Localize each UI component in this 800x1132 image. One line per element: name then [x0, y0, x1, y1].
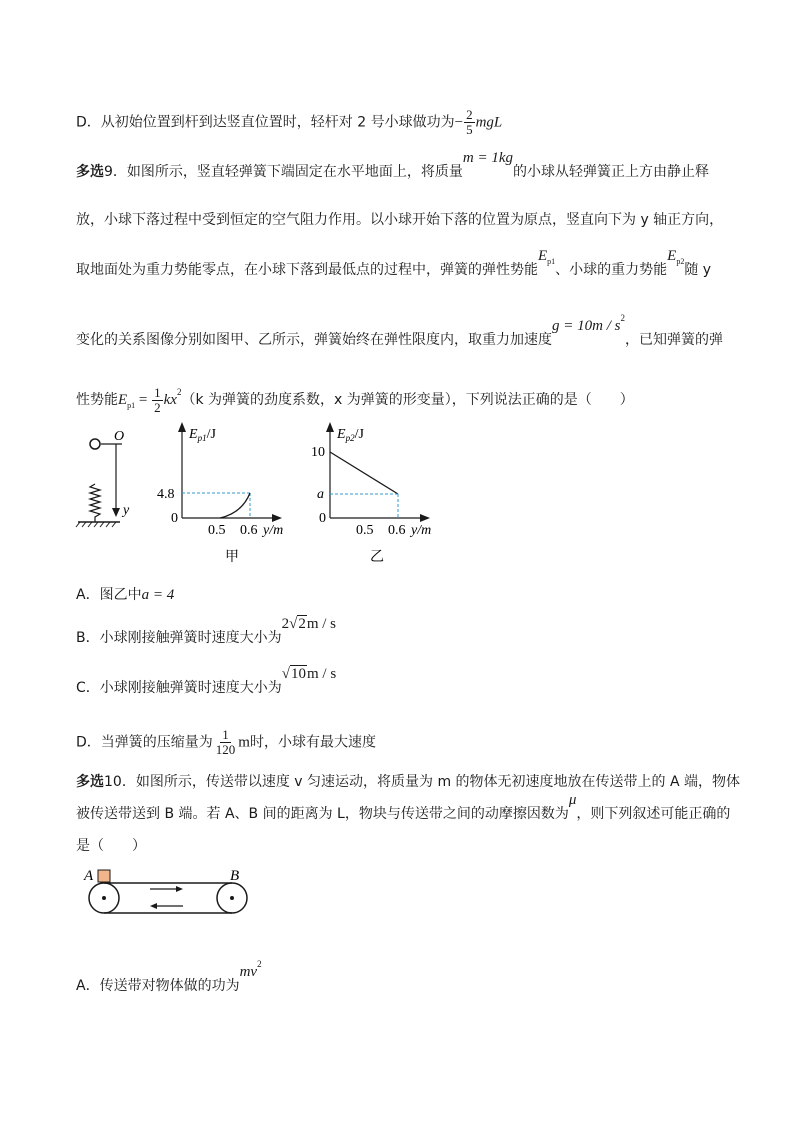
yi-ytick-top: 10	[311, 445, 325, 460]
q9-line3: 取地面处为重力势能零点，在小球下落到最低点的过程中，弹簧的弹性势能$E_{p1}$、小球的重力势能$E_{p2}$随 y	[76, 248, 712, 278]
q9-line5: 性势能$E_{p1}$ = $\frac{1}{2}$ $kx^2(k$ 为弹簧的劲度系数，x 为弹簧的形变量），下列说法正确的是（ ）	[76, 384, 634, 415]
q9-line1: 多选9．如图所示，竖直轻弹簧下端固定在水平地面上，将质量m = 1kg的小球从轻弹簧正上方由静止释	[76, 150, 710, 180]
q10-line2: 被传送带送到 B 端。若 A、B 间的距离为 L，物块与传送带之间的动摩擦因数为μ，则下列叙述可能正确的	[76, 792, 731, 822]
q9-option-b: B．小球刚接触弹簧时速度大小为2√2m / s	[76, 616, 337, 646]
yi-zero: 0	[319, 511, 326, 526]
y-label: y	[123, 503, 130, 518]
q9-option-a: A．图乙中a = 4	[76, 587, 175, 603]
q10-line1: 多选10．如图所示，传送带以速度 v 匀速运动，将质量为 m 的物体无初速度地放在传送带上的 A 端，物体	[76, 774, 741, 790]
graph-yi	[311, 422, 431, 565]
yi-x1: 0.5	[356, 523, 374, 538]
jia-ylabel: $E_{p1}/J$	[189, 427, 216, 443]
yi-x2: 0.6	[388, 523, 406, 538]
jia-ytick: 4.8	[157, 487, 175, 502]
jia-caption: 甲	[225, 550, 239, 565]
fraction-half: $\frac{1}{2}$	[154, 384, 161, 415]
spring-icon	[90, 484, 100, 522]
jia-x1: 0.5	[208, 523, 226, 538]
q10-option-a: A．传送带对物体做的功为$mv^2$	[76, 959, 262, 994]
label-a: A	[84, 868, 94, 884]
graph-jia	[157, 422, 283, 565]
q10-line3: 是（ ）	[76, 838, 146, 854]
yi-caption: 乙	[370, 550, 384, 565]
q9-option-d: D．当弹簧的压缩量为 $\frac{1}{120}$ m时，小球有最大速度	[76, 727, 376, 757]
q9-line2: 放，小球下落过程中受到恒定的空气阻力作用。以小球开始下落的位置为原点，竖直向下为 y 轴正方向，	[76, 212, 724, 228]
fraction: $\frac{1}{120}$	[215, 727, 236, 757]
fraction: $\frac{2}{5}$	[466, 107, 473, 137]
yi-ylabel: $E_{p2}/J$	[337, 427, 364, 443]
label-b: B	[230, 868, 240, 884]
conveyor-figure	[80, 862, 270, 922]
q9-figure	[70, 418, 470, 568]
jia-x2: 0.6	[240, 523, 258, 538]
block	[98, 870, 110, 882]
q9-line4: 变化的关系图像分别如图甲、乙所示，弹簧始终在弹性限度内，取重力加速度$g = 10m / s^2$，已知弹簧的弹	[76, 313, 723, 348]
prev-option-d: D．从初始位置到杆到达竖直位置时，轻杆对 2 号小球做功为− $\frac{2}{5}$ mgL	[76, 107, 503, 137]
jia-xlabel: y/m	[263, 523, 284, 538]
jia-zero: 0	[171, 511, 178, 526]
q9-option-c: C．小球刚接触弹簧时速度大小为√10m / s	[76, 666, 337, 696]
origin-label: O	[114, 429, 125, 444]
ball-icon	[90, 439, 100, 449]
spring-apparatus	[76, 429, 130, 527]
yi-line	[330, 452, 398, 494]
yi-xlabel: y/m	[411, 523, 432, 538]
jia-curve	[220, 493, 250, 518]
yi-ytick-a: a	[317, 487, 324, 502]
